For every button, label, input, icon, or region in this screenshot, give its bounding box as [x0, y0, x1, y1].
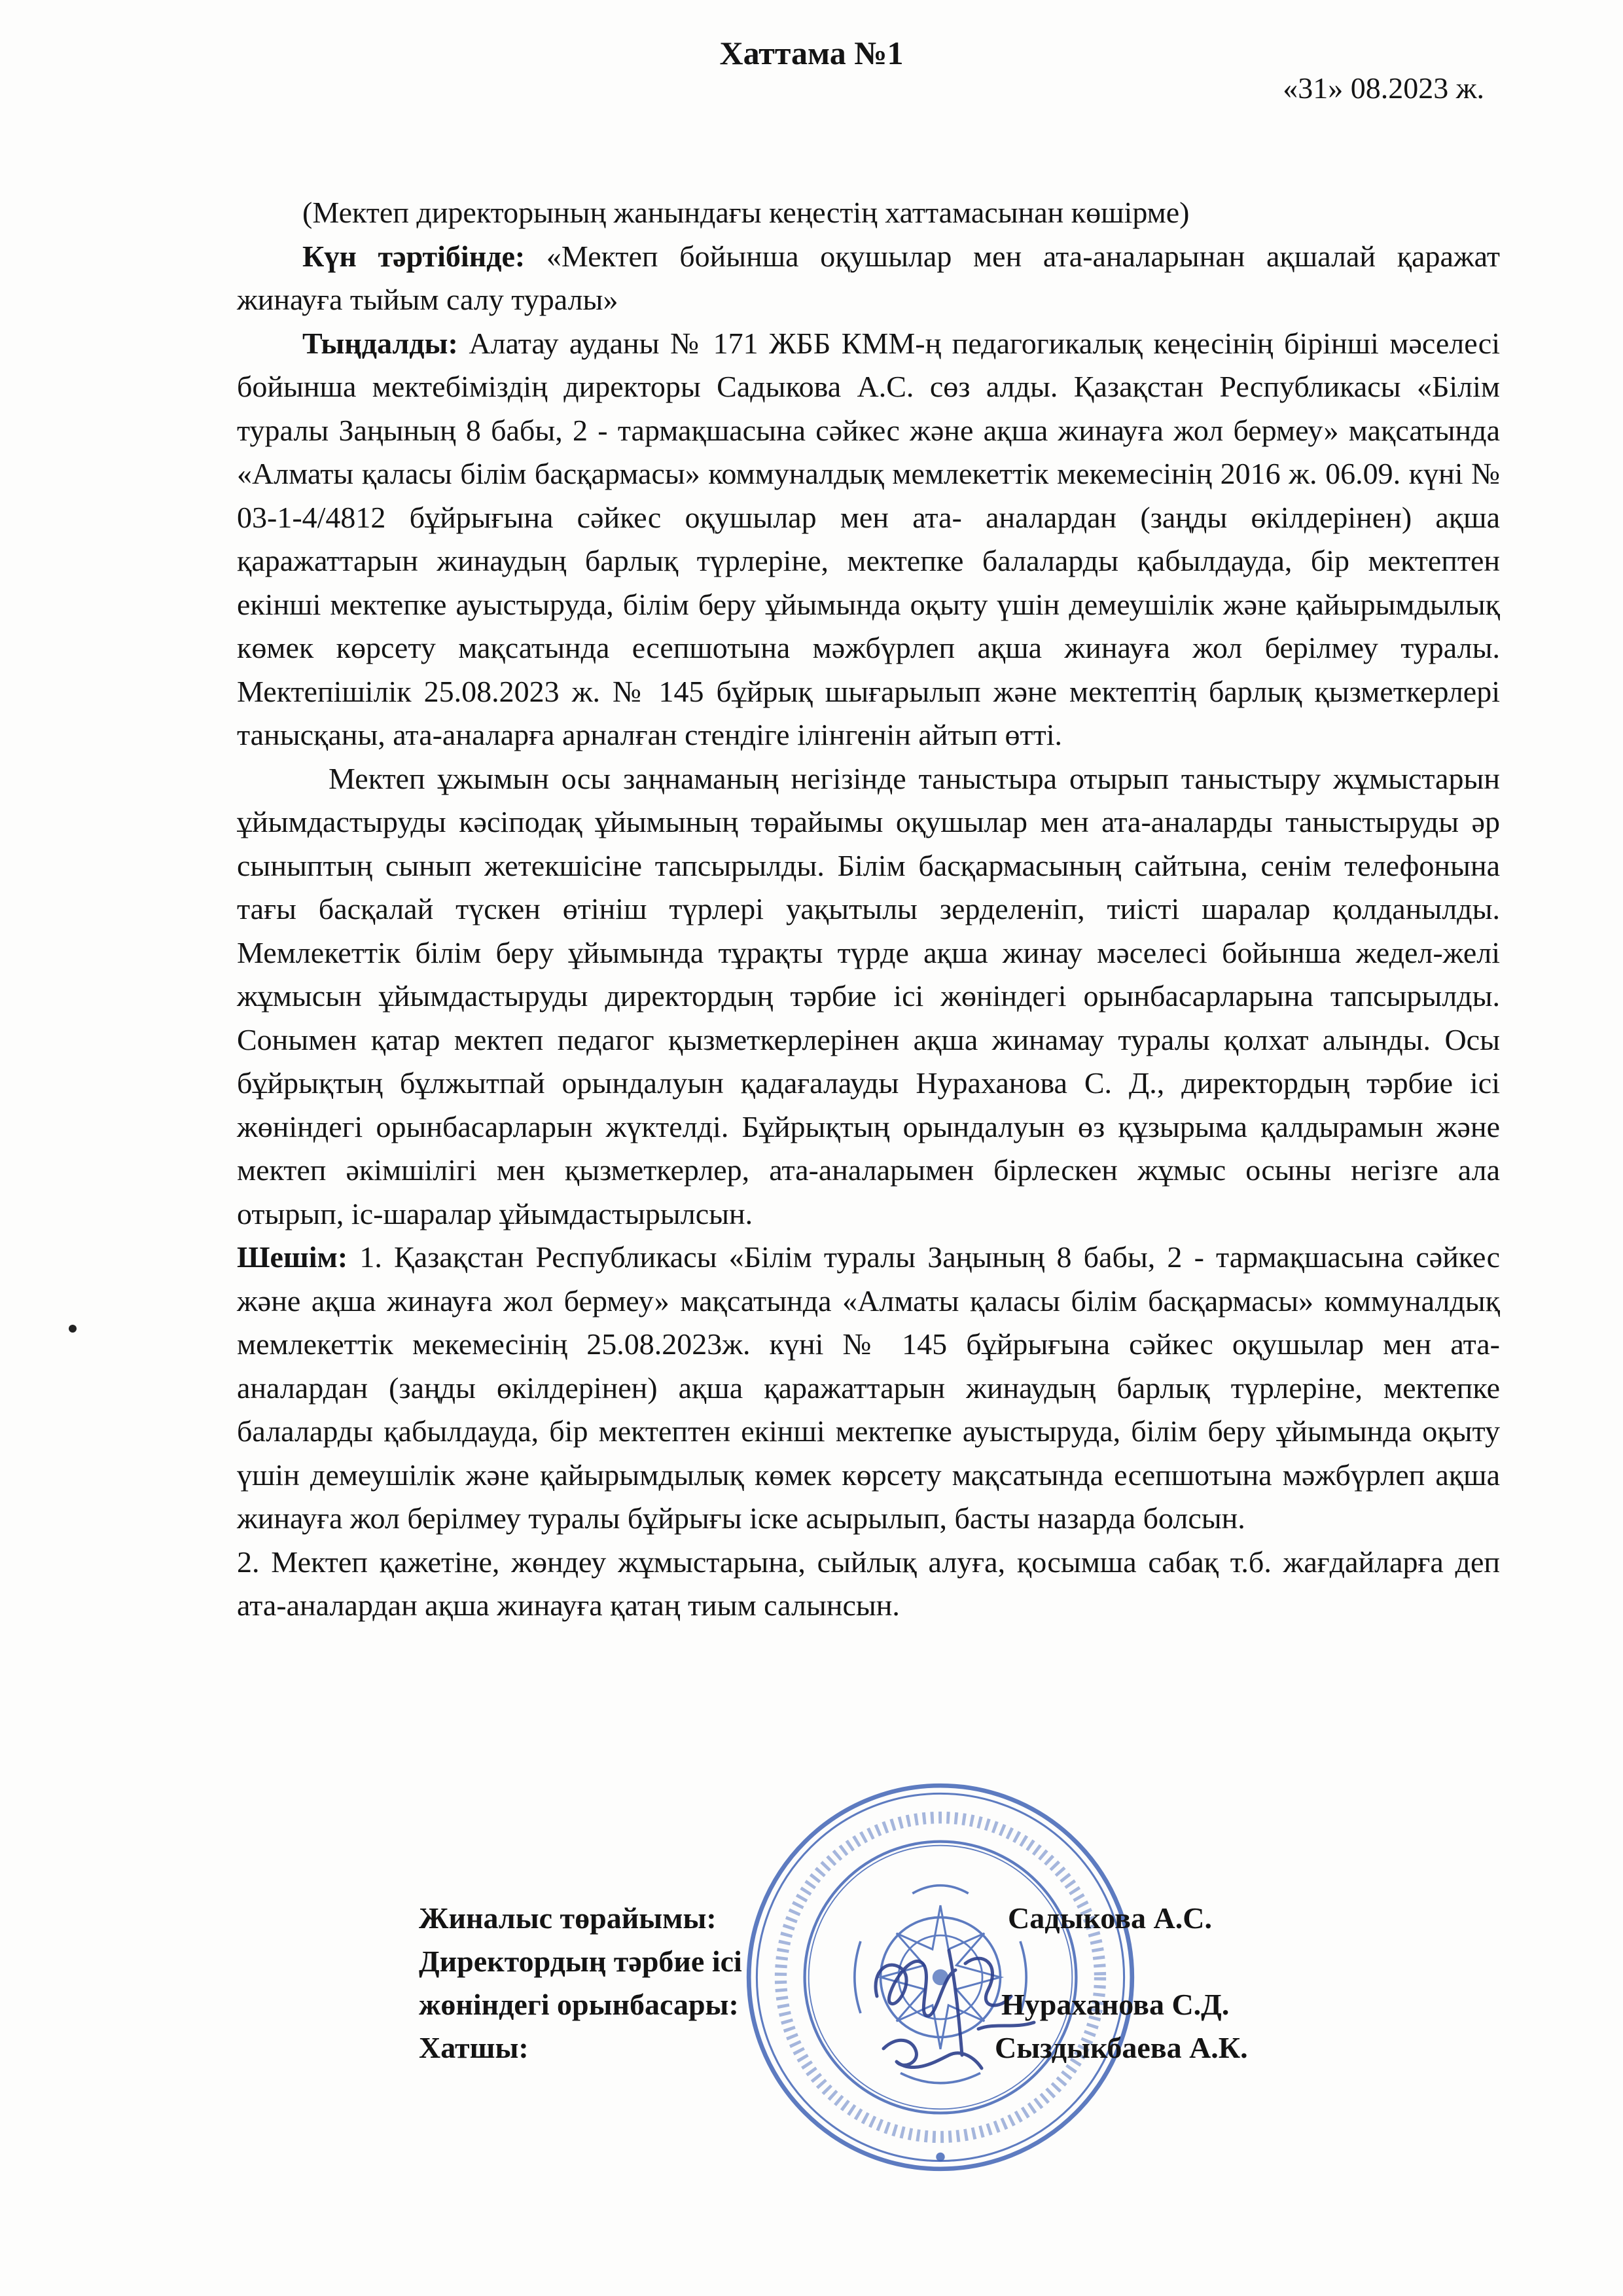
document-date: «31» 08.2023 ж. — [1283, 71, 1484, 105]
deputy-role-line2: жөніндегі орынбасары: — [419, 1988, 739, 2021]
body-paragraph-2: Мектеп ұжымын осы заңнаманың негізінде таныстыра отырып таныстыру жұмыстарын ұйымдастыруды кәсіподақ ұйымының төрайымы оқушылар мен ата-аналарды таныстыруды әр сыныптың сынып жетекшісіне тапсырылды. Білім басқармасының сайтына, сенім телефонына тағы басқалай түскен өтініш түрлері уақытылы зерделеніп, тиісті шаралар қолданылды. Мемлекеттік білім беру ұйымында тұрақты түрде ақша жинау мәселесі бойынша жедел-желі жұмысын ұйымдастыруды директордың тәрбие ісі жөніндегі орынбасарларына тапсырылды. Сонымен қатар мектеп педагог қызметкерлерінен ақша жинамау туралы қолхат алынды. Осы бұйрықтың бұлжытпай орындалуын қадағалауды Нураханова С. Д., директордың тәрбие ісі жөніндегі орынбасарларын жүктелді. Бұйрықтың орындалуын өз құзырыма қалдырамын және мектеп әкімшілігі мен қызметкерлер, ата-аналарымен бірлескен жұмыс осыны негізге ала отырып, іс-шаралар ұйымдастырылсын. — [237, 761, 1500, 1230]
agenda-text: «Мектеп бойынша оқушылар мен ата-аналарынан ақшалай қаражат жинауға тыйым салу туралы» — [237, 239, 1500, 316]
heard-label: Тыңдалды: — [302, 326, 458, 360]
decision-paragraph — [237, 1236, 1500, 1541]
chair-role: Жиналыс төрайымы: — [419, 1901, 717, 1935]
document-title: Хаттама №1 — [719, 35, 904, 71]
decision-label: Шешім: — [237, 1240, 348, 1274]
deputy-name: Нураханова С.Д. — [1001, 1988, 1230, 2021]
deputy-role-line1: Директордың тәрбие ісі — [419, 1945, 742, 1978]
document-subtitle: (Мектеп директорының жанындағы кеңестің хаттамасынан көшірме) — [302, 196, 1190, 229]
heard-paragraph — [237, 322, 1500, 757]
agenda-paragraph — [237, 235, 1500, 322]
secretary-role: Хатшы: — [419, 2031, 529, 2064]
heard-text: Алатау ауданы № 171 ЖББ КММ-ң педагогикалық кеңесінің бірінші мәселесі бойынша мектебіміздің директоры Садыкова А.С. сөз алды. Қазақстан Республикасы «Білім туралы Заңының 8 бабы, 2 - тармақшасына сәйкес және ақша жинауға жол бермеу» мақсатында «Алматы қаласы білім басқармасы» коммуналдық мемлекеттік мекемесінің 2016 ж. 06.09. күні № 03-1-4/4812 бұйрығына сәйкес оқушылар мен ата- аналардан (заңды өкілдерінен) ақша қаражаттарын жинаудың барлық түрлеріне, мектепке балаларды қабылдауда, бір мектептен екінші мектепке ауыстыруда, білім беру ұйымында оқыту үшін демеушілік және қайырымдылық көмек көрсету мақсатында есепшотына мәжбүрлеп ақша жинауға жол берілмеу туралы. Мектепішілік 25.08.2023 ж. № 145 бұйрық шығарылып және мектептің барлық қызметкерлері танысқаны, ата-аналарға арналған стендіге ілінгенін айтып өтті. — [237, 326, 1500, 751]
chair-name: Садыкова А.С. — [1008, 1901, 1212, 1935]
scan-speck — [69, 1325, 77, 1333]
document-body — [237, 191, 1500, 1628]
decision-item-1: 1. Қазақстан Республикасы «Білім туралы Заңының 8 бабы, 2 - тармақшасына сәйкес және ақша жинауға жол бермеу» мақсатында «Алматы қаласы білім басқармасы» коммуналдық мемлекеттік мекемесінің 25.08.2023ж. күні № 145 бұйрығына сәйкес оқушылар мен ата- аналардан (заңды өкілдерінен) ақша қаражаттарын жинаудың барлық түрлеріне, мектепке балаларды қабылдауда, бір мектептен екінші мектепке ауыстыруда, білім беру ұйымында оқыту үшін демеушілік және қайырымдылық көмек көрсету мақсатында есепшотына мәжбүрлеп ақша жинауға жол берілмеу туралы бұйрығы іске асырылып, басты назарда болсын. — [237, 1240, 1500, 1535]
secretary-name: Сыздыкбаева А.К. — [995, 2031, 1248, 2064]
agenda-label: Күн тәртібінде: — [302, 239, 526, 273]
decision-item-2: 2. Мектеп қажетіне, жөндеу жұмыстарына, сыйлық алуға, қосымша сабақ т.б. жағдайларға деп ата-аналардан ақша жинауға қатаң тиым салынсын. — [237, 1545, 1500, 1622]
